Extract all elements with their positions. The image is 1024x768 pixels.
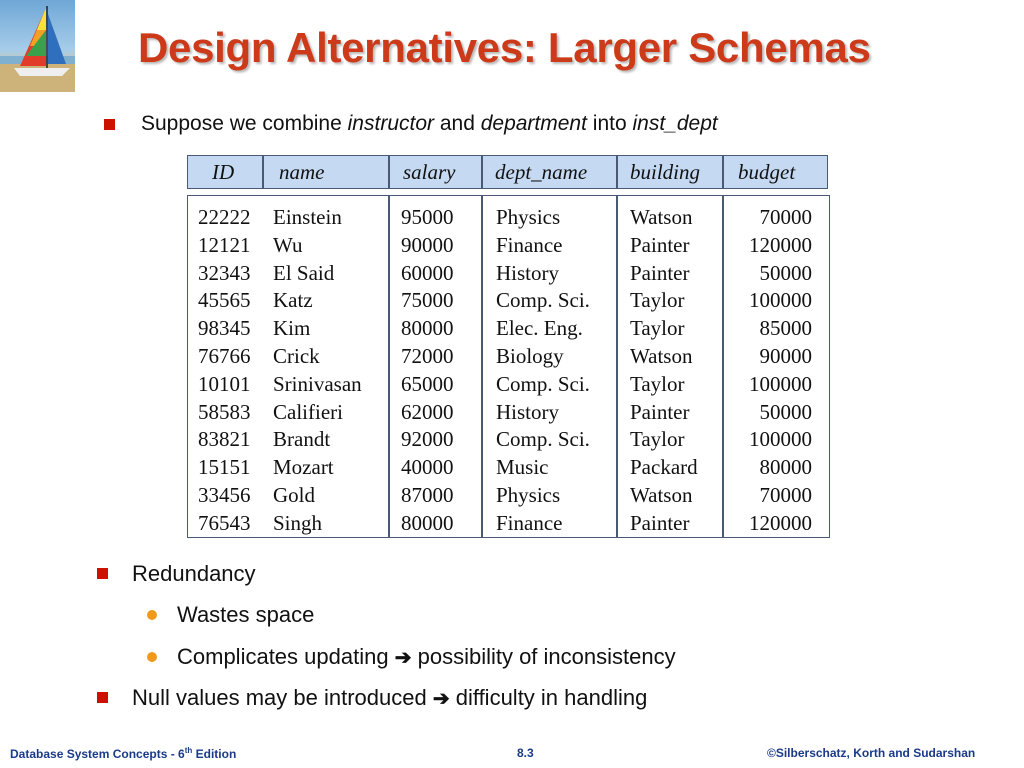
inst-dept-table: [187, 195, 830, 538]
table-cell: 65000: [401, 371, 454, 396]
table-cell: 90000: [759, 343, 812, 368]
table-cell: 72000: [401, 343, 454, 368]
table-cell: Mozart: [273, 455, 334, 480]
intro-mid2: into: [586, 112, 633, 135]
table-cell: 50000: [759, 399, 812, 424]
table-cell: Finance: [496, 232, 563, 257]
table-cell: Gold: [273, 482, 315, 507]
footer-page-number: 8.3: [517, 746, 534, 760]
table-cell: 15151: [198, 455, 251, 480]
term-department: department: [480, 112, 587, 135]
table-cell: 120000: [749, 232, 812, 257]
table-cell: 33456: [198, 482, 251, 507]
column-id: [198, 196, 251, 537]
table-cell: Comp. Sci.: [496, 371, 590, 396]
table-cell: 90000: [401, 232, 454, 257]
table-cell: 50000: [759, 260, 812, 285]
table-cell: Srinivasan: [273, 371, 362, 396]
table-cell: 58583: [198, 399, 251, 424]
table-cell: 76543: [198, 510, 251, 535]
table-cell: 100000: [749, 371, 812, 396]
table-cell: Comp. Sci.: [496, 288, 590, 313]
header-budget: budget: [738, 160, 796, 184]
table-cell: 92000: [401, 427, 454, 452]
table-cell: Taylor: [630, 427, 685, 452]
table-cell: Finance: [496, 510, 563, 535]
table-cell: Elec. Eng.: [496, 316, 583, 341]
table-cell: 40000: [401, 455, 454, 480]
column-divider: [481, 196, 483, 537]
table-cell: 100000: [749, 427, 812, 452]
table-cell: 87000: [401, 482, 454, 507]
table-cell: Painter: [630, 399, 690, 424]
bullet-complicates: [177, 644, 676, 670]
column-divider: [722, 196, 724, 537]
column-divider: [616, 196, 618, 537]
table-cell: Califieri: [273, 399, 343, 424]
header-divider: [262, 156, 264, 188]
term-inst-dept: inst_dept: [632, 112, 718, 135]
header-divider: [616, 156, 618, 188]
table-cell: 98345: [198, 316, 251, 341]
table-cell: 100000: [749, 288, 812, 313]
bullet-null-values: [132, 685, 647, 711]
table-cell: Einstein: [273, 205, 342, 229]
table-cell: Taylor: [630, 371, 685, 396]
column-budget: [728, 196, 812, 537]
table-cell: Painter: [630, 510, 690, 535]
table-cell: 60000: [401, 260, 454, 285]
bullet-redundancy: Redundancy: [132, 561, 256, 586]
arrow-right-icon: ➔: [432, 688, 450, 710]
table-cell: 45565: [198, 288, 251, 313]
table-cell: Brandt: [273, 427, 331, 452]
table-cell: 70000: [759, 482, 812, 507]
table-cell: Physics: [496, 205, 561, 229]
header-divider: [722, 156, 724, 188]
table-cell: 75000: [401, 288, 454, 313]
footer-book-title-text: Database System Concepts - 6: [10, 747, 185, 761]
table-cell: Music: [496, 455, 549, 480]
table-cell: 32343: [198, 260, 251, 285]
header-name: name: [279, 160, 325, 184]
footer-edition: Edition: [192, 747, 237, 761]
term-instructor: instructor: [347, 112, 434, 135]
complicates-text: Complicates updating: [177, 644, 389, 669]
header-salary: salary: [403, 160, 456, 184]
column-divider: [388, 196, 390, 537]
table-cell: Kim: [273, 316, 311, 341]
column-salary: [401, 196, 454, 537]
footer-book-title: [10, 746, 236, 761]
square-bullet-icon: [97, 692, 108, 703]
table-cell: History: [496, 260, 559, 285]
slide-title: Design Alternatives: Larger Schemas: [138, 24, 871, 71]
bullet-wastes-space: Wastes space: [177, 602, 315, 627]
table-cell: Painter: [630, 260, 690, 285]
column-dept-name: [496, 196, 590, 537]
table-cell: Packard: [630, 455, 698, 480]
header-id: ID: [212, 160, 235, 184]
header-dept-name: dept_name: [495, 160, 588, 184]
table-cell: 95000: [401, 205, 454, 229]
table-cell: Physics: [496, 482, 561, 507]
table-cell: 10101: [198, 371, 251, 396]
null-values-text: Null values may be introduced: [132, 685, 427, 710]
footer-sup: th: [184, 746, 193, 755]
difficulty-text: difficulty in handling: [455, 685, 648, 710]
table-cell: 70000: [759, 205, 812, 229]
footer-copyright: ©Silberschatz, Korth and Sudarshan: [767, 746, 976, 760]
table-cell: 83821: [198, 427, 251, 452]
dot-bullet-icon: [147, 610, 157, 620]
header-divider: [481, 156, 483, 188]
table-cell: History: [496, 399, 559, 424]
inconsistency-text: possibility of inconsistency: [417, 644, 676, 669]
header-divider: [388, 156, 390, 188]
square-bullet-icon: [97, 568, 108, 579]
table-cell: Painter: [630, 232, 690, 257]
sailboat-logo: [0, 0, 75, 92]
table-cell: 120000: [749, 510, 812, 535]
table-cell: 85000: [759, 316, 812, 341]
table-cell: Taylor: [630, 316, 685, 341]
table-cell: Singh: [273, 510, 323, 535]
intro-mid: and: [434, 112, 481, 135]
table-cell: 22222: [198, 205, 251, 229]
table-cell: 76766: [198, 343, 251, 368]
table-cell: 80000: [401, 510, 454, 535]
square-bullet-icon: [104, 119, 115, 130]
dot-bullet-icon: [147, 652, 157, 662]
table-cell: El Said: [273, 260, 335, 285]
table-cell: Wu: [273, 232, 303, 257]
column-name: [273, 196, 362, 537]
table-cell: 80000: [401, 316, 454, 341]
table-cell: Watson: [630, 343, 693, 368]
table-cell: Watson: [630, 205, 693, 229]
table-cell: 80000: [759, 455, 812, 480]
column-building: [630, 196, 698, 537]
header-building: building: [630, 160, 701, 184]
table-cell: Taylor: [630, 288, 685, 313]
intro-prefix: Suppose we combine: [141, 112, 348, 135]
table-cell: 62000: [401, 399, 454, 424]
table-cell: Comp. Sci.: [496, 427, 590, 452]
table-cell: 12121: [198, 232, 251, 257]
table-cell: Crick: [273, 343, 320, 368]
table-cell: Katz: [273, 288, 313, 313]
table-cell: Watson: [630, 482, 693, 507]
table-cell: Biology: [496, 343, 564, 368]
table-header: [187, 155, 828, 189]
intro-line: [141, 112, 718, 136]
arrow-right-icon: ➔: [394, 647, 412, 669]
